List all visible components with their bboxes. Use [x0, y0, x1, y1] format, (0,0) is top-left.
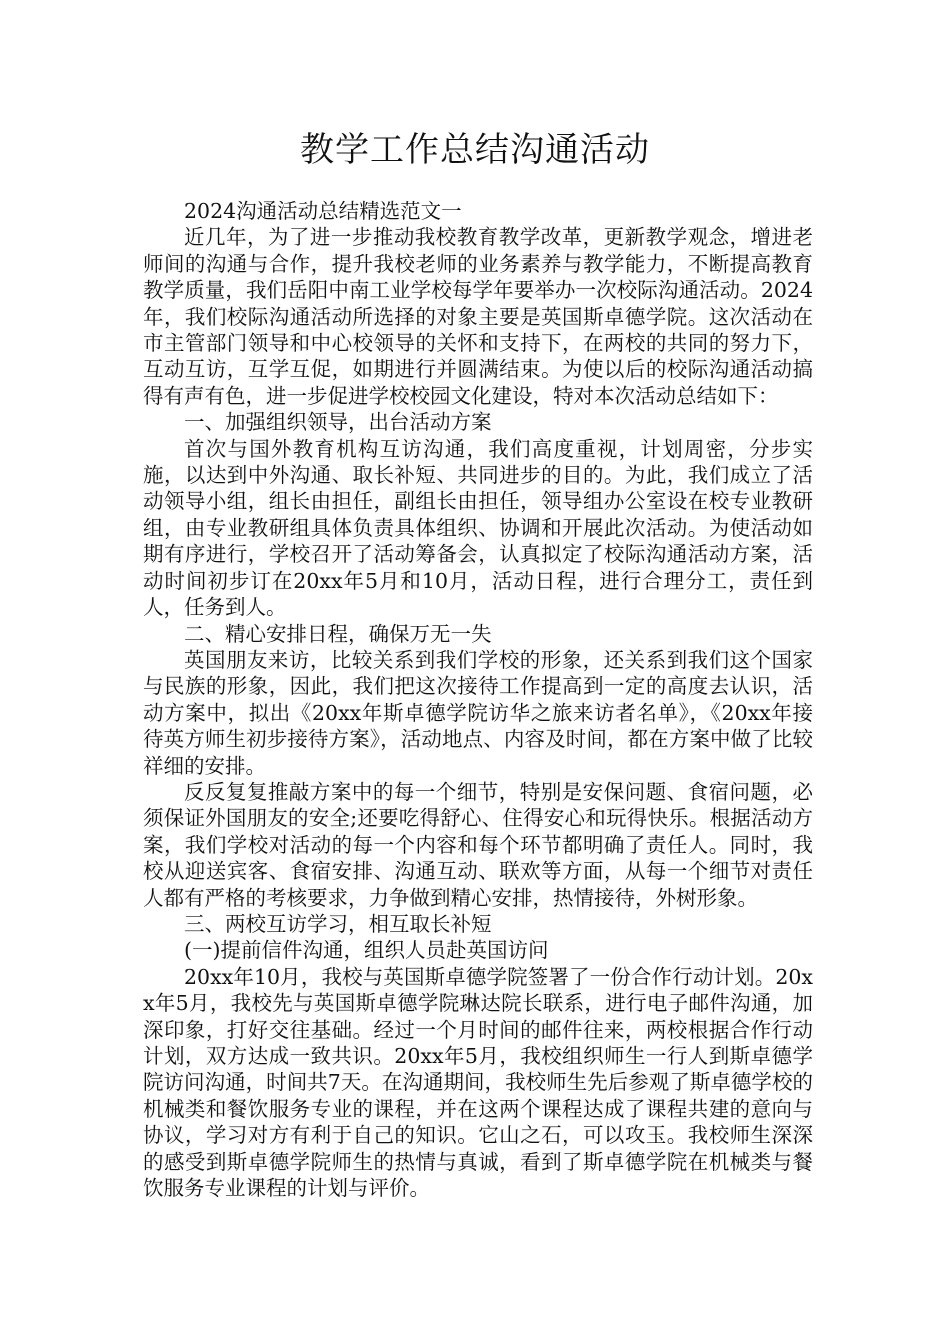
section-3-paragraph-1: 20xx年10月，我校与英国斯卓德学院签署了一份合作行动计划。20xx年5月，我校先与英国斯卓德学院琳达院长联系，进行电子邮件沟通，加深印象，打好交往基础。经过一个月时间的邮件往来，两校根据合作行动计划，双方达成一致共识。20xx年5月，我校组织师生一行人到斯卓德学院访问沟通，时间共7天。在沟通期间，我校师生先后参观了斯卓德学校的机械类和餐饮服务专业的课程，并在这两个课程达成了课程共建的意向与协议，学习对方有利于自己的知识。它山之石，可以攻玉。我校师生深深的感受到斯卓德学院师生的热情与真诚，看到了斯卓德学院在机械类与餐饮服务专业课程的计划与评价。 [143, 964, 813, 1201]
subtitle-line: 2024沟通活动总结精选范文一 [184, 199, 462, 223]
intro-paragraph: 近几年，为了进一步推动我校教育教学改革，更新教学观念，增进老师间的沟通与合作，提升我校老师的业务素养与教学能力，不断提高教育教学质量，我们岳阳中南工业学校每学年要举办一次校际沟通活动。2024年，我们校际沟通活动所选择的对象主要是英国斯卓德学院。这次活动在市主管部门领导和中心校领导的关怀和支持下，在两校的共同的努力下，互动互访，互学互促，如期进行并圆满结束。为使以后的校际沟通活动搞得有声有色，进一步促进学校校园文化建设，特对本次活动总结如下： [143, 225, 813, 408]
document-body [143, 198, 813, 1201]
section-2-paragraph-2: 反反复复推敲方案中的每一个细节，特别是安保问题、食宿问题，必须保证外国朋友的安全;还要吃得舒心、住得安心和玩得快乐。根据活动方案，我们学校对活动的每一个内容和每个环节都明确了责任人。同时，我校从迎送宾客、食宿安排、沟通互动、联欢等方面，从每一个细节对责任人都有严格的考核要求，力争做到精心安排，热情接待，外树形象。 [143, 779, 813, 910]
section-heading-2: 二、精心安排日程，确保万无一失 [184, 621, 492, 646]
section-2-paragraph-1: 英国朋友来访，比较关系到我们学校的形象，还关系到我们这个国家与民族的形象，因此，我们把这次接待工作提高到一定的高度去认识，活动方案中，拟出《20xx年斯卓德学院访华之旅来访者名单》，《20xx年接待英方师生初步接待方案》，活动地点、内容及时间，都在方案中做了比较祥细的安排。 [143, 647, 813, 778]
section-1-paragraph: 首次与国外教育机构互访沟通，我们高度重视，计划周密，分步实施，以达到中外沟通、取长补短、共同进步的目的。为此，我们成立了活动领导小组，组长由担任，副组长由担任，领导组办公室设在校专业教研组，由专业教研组具体负责具体组织、协调和开展此次活动。为使活动如期有序进行，学校召开了活动筹备会，认真拟定了校际沟通活动方案，活动时间初步订在20xx年5月和10月，活动日程，进行合理分工，责任到人，任务到人。 [143, 436, 813, 620]
subsection-heading-3-1: (一)提前信件沟通，组织人员赴英国访问 [184, 938, 549, 963]
section-heading-1: 一、加强组织领导，出台活动方案 [184, 410, 492, 435]
document-title: 教学工作总结沟通活动 [300, 130, 650, 170]
section-heading-3: 三、两校互访学习，相互取长补短 [184, 911, 492, 936]
